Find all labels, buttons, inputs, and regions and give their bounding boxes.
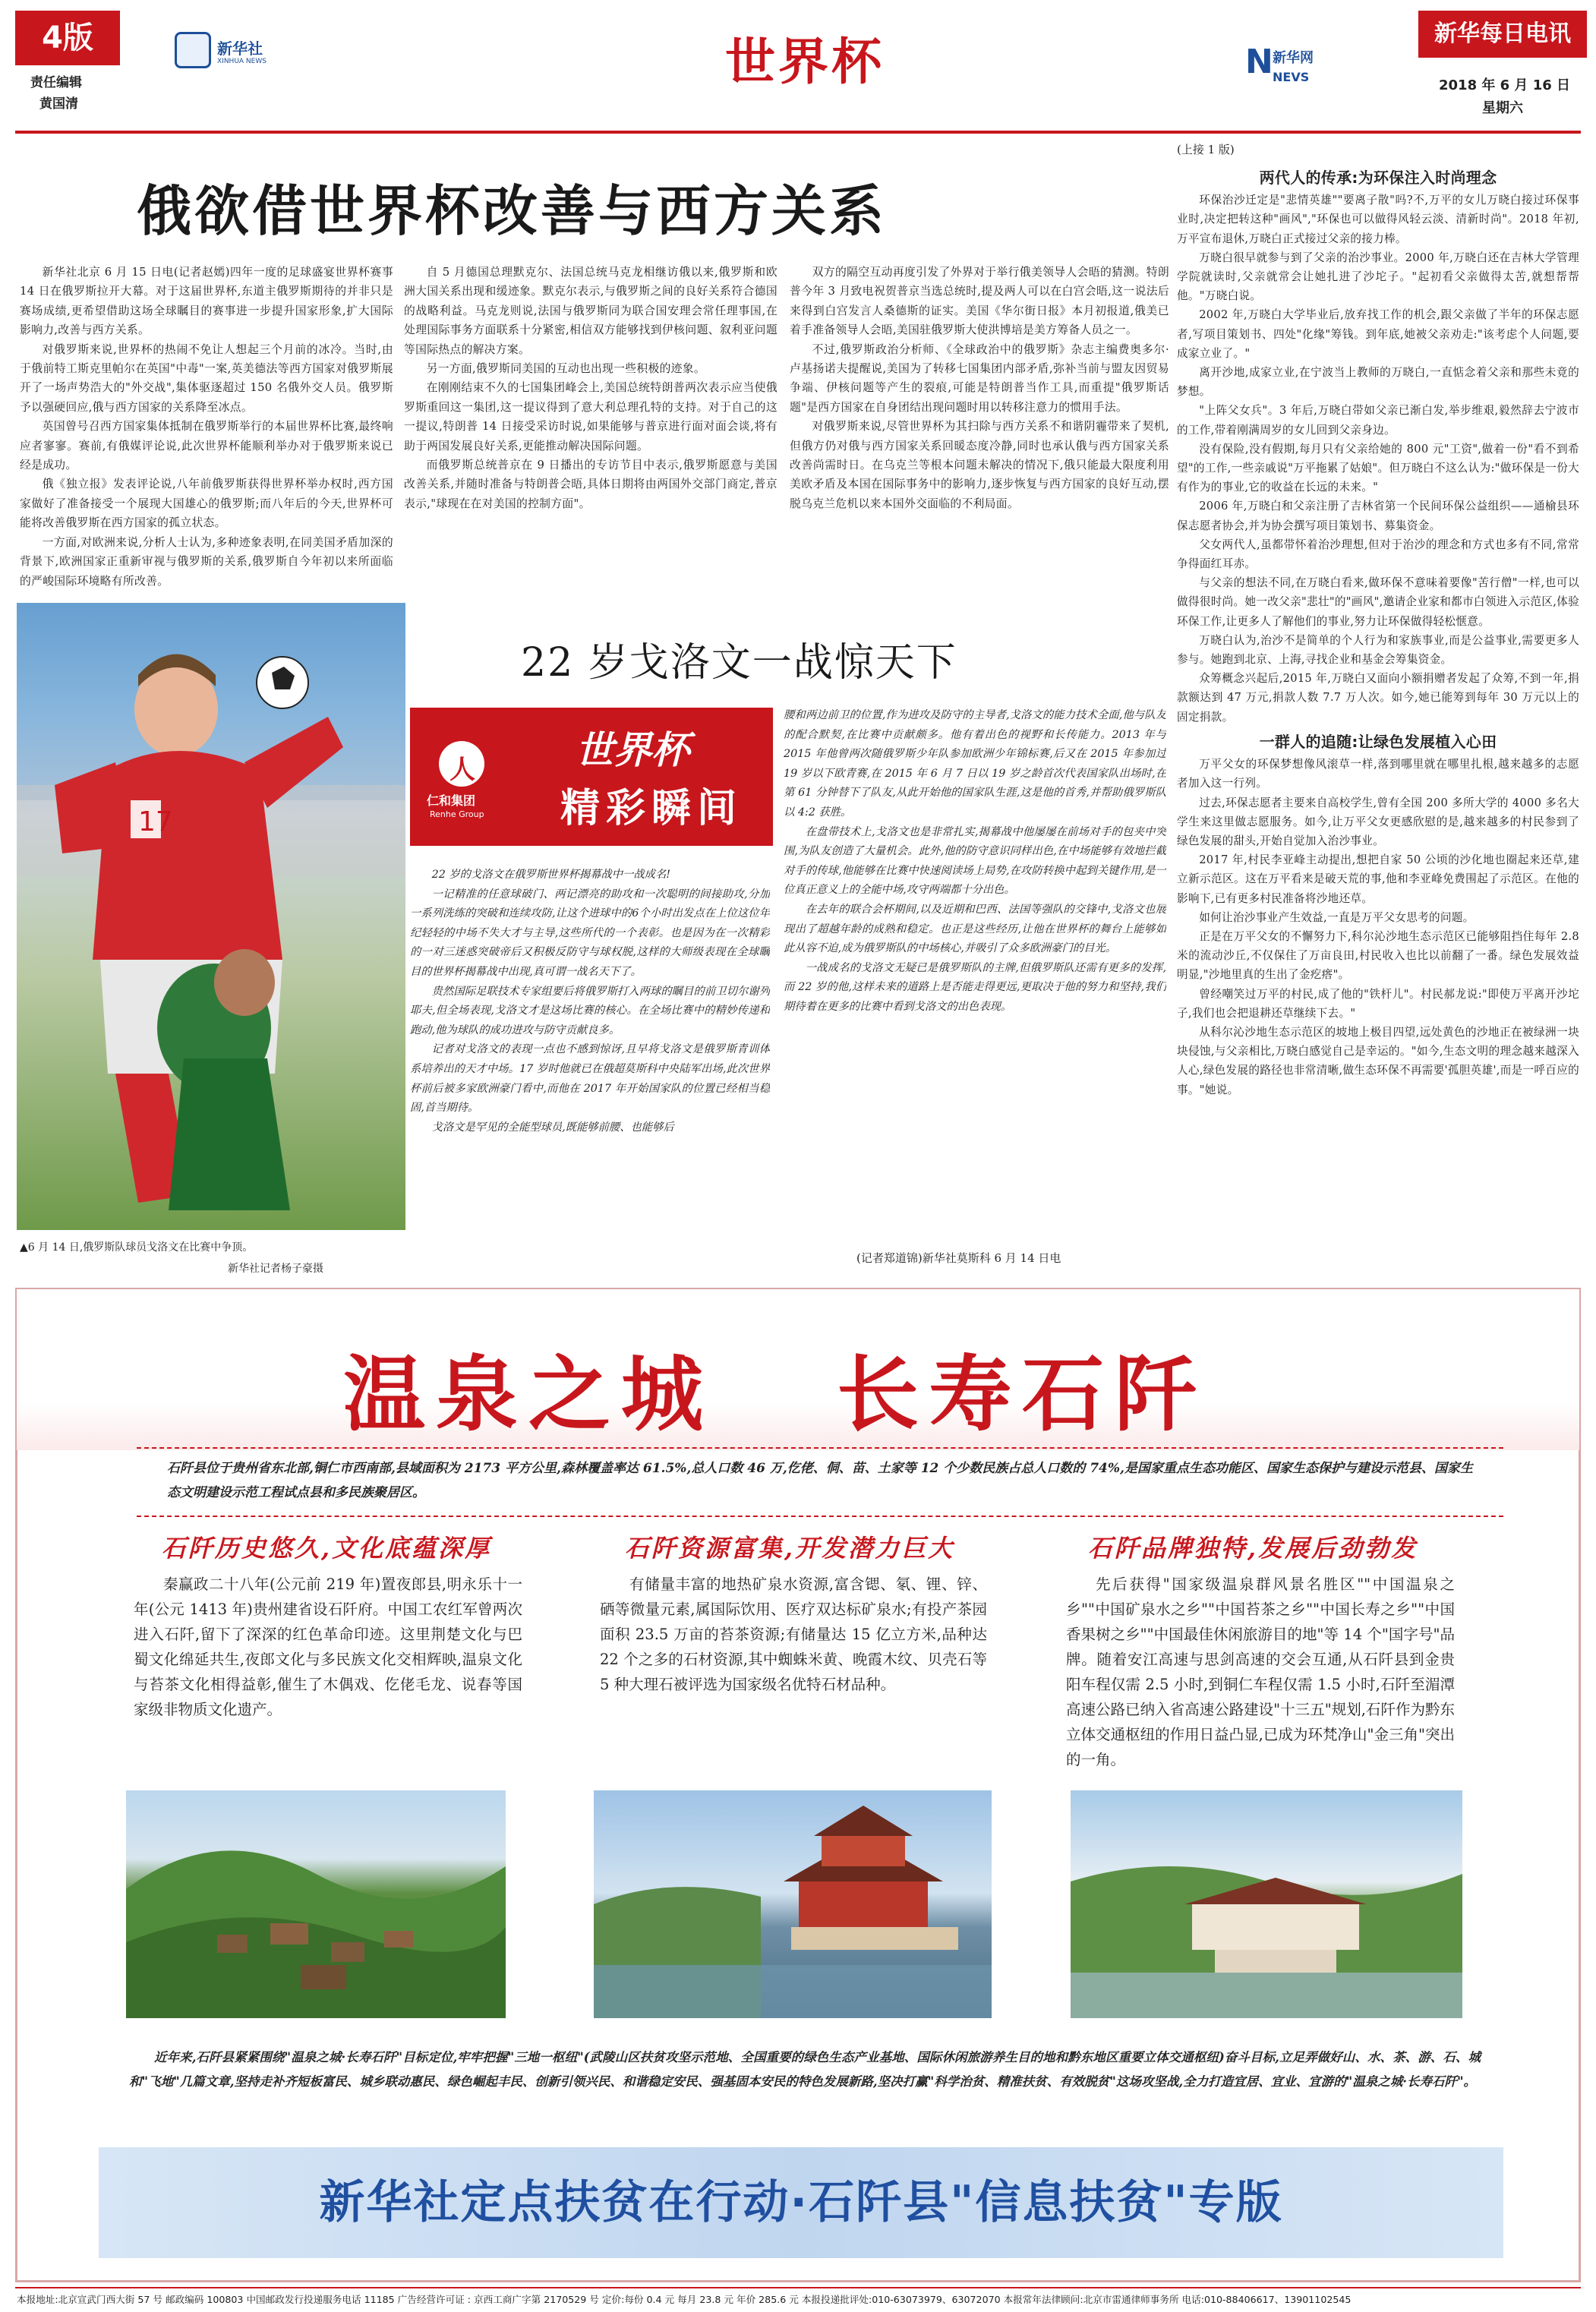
article1-p10: 双方的隔空互动再度引发了外界对于举行俄美领导人会晤的猜测。特朗普今年 3 月致电祝贺普京当选总统时,提及两人可以在白宫会晤,这一说法后来得到白宫发言人桑德斯的证实。美国《华尔街日报》本月初报道,俄美已着手准备领导人会晤,美国驻俄罗斯大使洪博培是美方筹备人员之一。 (790, 266, 1169, 337)
article2-c1p2: 一记精准的任意球破门、两记漂亮的助攻和一次聪明的间接助攻,分加一系列洗练的突破和连续攻防,让这个进球中的6个小时出发点在上位这位年纪轻轻的中场不失大才与主导,这些所代的一个表彰。也是因为在一次精彩的一对三迷惑突破帝后又积极反防守与球权脱,这样的大师级表现在全球瞩目的世界杯揭幕战中出现,真可谓一战名天下了。 (410, 888, 770, 978)
ad-intro: 石阡县位于贵州省东北部,铜仁市西南部,县域面积为 2173 平方公里,森林覆盖率达 61.5%,总人口数 46 万,仡佬、侗、苗、土家等 12 个少数民族占总人口数的 74%,是国家重点生态功能区、国家生态保护与建设示范县、国家生态文明建设示范工程试点县和多民族聚居区。 (167, 1461, 1473, 1500)
article3-p10: 万晓白认为,治沙不是简单的个人行为和家族事业,而是公益事业,需要更多人参与。她跑到北京、上海,寻找企业和基金会筹集资金。 (1177, 633, 1579, 667)
ad-photo-village-art (126, 1790, 506, 2018)
article2-title: 22 岁戈洛文一战惊天下 (521, 640, 957, 686)
article3-p12: 万平父女的环保梦想像风滚草一样,落到哪里就在哪里扎根,越来越多的志愿者加入这一行列。 (1177, 758, 1579, 790)
page-number: 4版 (42, 21, 93, 55)
article3-column (1177, 169, 1579, 1274)
article3-sub1: 两代人的传承:为环保注入时尚理念 (1259, 169, 1497, 187)
ad-photo-river-town (1071, 1790, 1462, 2018)
article3-sub2: 一群人的追随:让绿色发展植入心田 (1259, 732, 1497, 751)
header-rule (15, 131, 1581, 134)
article1-col1 (20, 263, 393, 591)
article3-p14: 2017 年,村民李亚峰主动提出,想把自家 50 公顷的沙化地也圈起来还草,建立新示范区。这在万平看来是破天荒的事,他和李亚峰免费围起了示范区。在他的影响下,已有更多村民准备将沙地还草。 (1177, 853, 1579, 905)
ad-title-box (17, 1289, 1579, 1450)
xinhua-logo-en: XINHUA NEWS (217, 58, 267, 65)
ad-col3-text (1066, 1572, 1455, 1769)
ad-col2-para: 有储量丰富的地热矿泉水资源,富含锶、氡、锂、锌、硒等微量元素,属国际饮用、医疗双达标矿泉水;有投产茶园面积 23.5 万亩的苔茶资源;有储量达 15 亿立方米,品种达 22 个之多的石材资源,其中蜘蛛米黄、晚霞木纹、贝壳石等 5 种大理石被评选为国家级名优特石材品种。 (600, 1576, 987, 1693)
ad-col3-para: 先后获得"国家级温泉群风景名胜区""中国温泉之乡""中国矿泉水之乡""中国苔茶之乡""中国长寿之乡""中国香果树之乡""中国最佳休闲旅游目的地"等 14 个"国字号"品牌。随着安江高速与思剑高速的交会互通,从石阡县到金贵阳车程仅需 2.5 小时,到铜仁车程仅需 1.5 小时,石阡至湄潭高速公路已纳入省高速公路建设"十三五"规划,石阡作为黔东立体交通枢纽的作用日益凸显,已成为环梵净山"金三角"突出的一角。 (1066, 1576, 1455, 1768)
newspaper-name-box (1418, 11, 1587, 58)
article2-c1p3: 贵然国际足联技术专家组要后将俄罗斯打入两球的瞩目的前卫切尔谢列耶夫,但全场表现,戈洛文才是这场比赛的核心。在全场比赛中的精妙传递和跑动,他为球队的成功进攻与防守贡献良多。 (410, 985, 770, 1036)
article1-p6: 自 5 月德国总理默克尔、法国总统马克龙相继访俄以来,俄罗斯和欧洲大国关系出现和缓迹象。默克尔表示,与俄罗斯之间的良好关系符合德国的战略利益。马克龙则说,法国与俄罗斯同为联合国安理会常任理事国,在处理国际事务方面联系十分紧密,相信双方能够找到伊核问题、叙利亚问题等国际热点的解决方案。 (404, 266, 777, 356)
article3-p9: 与父亲的想法不同,在万晓白看来,做环保不意味着要像"苦行僧"一样,也可以做得很时尚。她一改父亲"悲壮"的"画风",邀请企业家和都市白领进入示范区,体验环保工作,让更多人了解他们的事业,努力让环保做得轻松惬意。 (1177, 576, 1579, 628)
photo-caption: ▲6 月 14 日,俄罗斯队球员戈洛文在比赛中争顶。 (20, 1241, 254, 1254)
ad-photo-village (126, 1790, 506, 2018)
article1-p2: 对俄罗斯来说,世界杯的热闹不免让人想起三个月前的冰冷。当时,由于俄前特工斯克里帕尔在英国"中毒"一案,英美德法等西方国家对俄罗斯展开了一场声势浩大的"外交战",集体驱逐超过 150 名俄外交人员。俄罗斯予以强硬回应,俄与西方国家的关系降至冰点。 (20, 342, 393, 414)
article1-p11: 不过,俄罗斯政治分析师、《全球政治中的俄罗斯》杂志主编费奥多尔·卢基扬诺夫提醒说,美国为了转移七国集团内部矛盾,弥补当前与盟友因贸易争端、伊核问题等产生的裂痕,可能是特朗普当作工具,而重提"俄罗斯话题"是西方国家在自身团结出现问题时用以转移注意力的惯用手法。 (790, 342, 1169, 414)
footer-text: 本报地址:北京宣武门西大街 57 号 邮政编码 100803 中国邮政发行投递服务电话 11185 广告经营许可证 : 京西工商广字第 2170529 号 定价:每份 0.4 元 每月 23.8 元 年价 285.6 元 本报投递批评处:010-63073979、63072070 本报常年法律顾问:北京市雷通律师事务所 电话:010-88406617、13901102545 (17, 2294, 1352, 2305)
ad-banner (99, 2147, 1503, 2258)
banner-brand-en: Renhe Group (430, 809, 484, 819)
article2-c2p3: 在去年的联合会杯期间,以及近期和巴西、法国等强队的交锋中,戈洛文也展现出了超越年龄的成熟和稳定。也正是这些经历,让他在世界杯的舞台上能够如此从容不迫,成为俄罗斯队的中场核心,并吸引了众多欧洲豪门的目光。 (784, 903, 1166, 955)
article1-p7: 另一方面,俄罗斯同美国的互动也出现一些积极的迹象。 (426, 362, 705, 376)
article3-p8: 父女两代人,虽都带怀着治沙理想,但对于治沙的理念和方式也多有不同,常常争得面红耳赤。 (1177, 538, 1579, 571)
newspaper-name: 新华每日电讯 (1434, 21, 1571, 47)
article3-p1: 环保治沙迁定是"悲情英雄""要离子散"吗?不,万平的女儿万晓白接过环保事业时,决定把转这种"画风","环保也可以做得风轻云淡、清新时尚"。2018 年初,万平宣布退休,万晓白正式接过父亲的接力棒。 (1177, 194, 1579, 245)
article2-c2p1: 腰和两边前卫的位置,作为进攻及防守的主导者,戈洛文的能力技术全面,他与队友的配合默契,在比赛中贡献颇多。他有着出色的视野和长传能力。2013 年与 2015 年他曾两次随俄罗斯少年队参加欧洲少年锦标赛,后又在 2015 年参加过 19 岁以下欧青赛,在 2015 年 6 月 7 日以 19 岁之龄首次代表国家队出场时,在第 61 分钟替下了队友,从此开始他的国家队生涯,这是他的首秀,并帮助俄罗斯队以 4:2 获胜。 (784, 709, 1166, 819)
news-logo: N 新华网 NEVS (1245, 43, 1314, 84)
page-number-box (15, 11, 120, 65)
article2-c1p1: 22 岁的戈洛文在俄罗斯世界杯揭幕战中一战成名! (431, 869, 671, 881)
ad-col1-text (134, 1572, 522, 1724)
banner-brand: 仁和集团 (427, 793, 476, 808)
footer-rule (15, 2287, 1581, 2288)
football-photo-art (17, 603, 405, 1230)
ad-photo-pagoda-art (594, 1790, 992, 2018)
ad-intro-box (137, 1447, 1503, 1517)
editor-label: 责任编辑 (30, 75, 82, 90)
svg-text:17: 17 (138, 806, 173, 837)
article3-p2: 万晓白很早就参与到了父亲的治沙事业。2000 年,万晓白还在吉林大学管理学院就读时,父亲就常会让她扎进了沙坨子。"起初看父亲做得太苦,就想帮帮他。"万晓白说。 (1177, 251, 1579, 303)
ad-photo-pagoda (594, 1790, 992, 2018)
article3-p4: 离开沙地,成家立业,在宁波当上教师的万晓白,一直惦念着父亲和那些未竟的梦想。 (1177, 366, 1579, 399)
article2-col1 (410, 866, 770, 1268)
ad-col2-text (600, 1572, 987, 1724)
ad-title-b: 长寿石阡 (837, 1347, 1208, 1443)
article1-col2 (404, 263, 777, 591)
ad-col1-title: 石阡历史悠久,文化底蕴深厚 (161, 1534, 492, 1563)
ad-bottom-text: 近年来,石阡县紧紧围绕"温泉之城·长寿石阡"目标定位,牢牢把握"三地一枢纽"(武陵山区扶贫攻坚示范地、全国重要的绿色生态产业基地、国际休闲旅游养生目的地和黔东地区重要立体交通枢纽)奋斗目标,立足弄做好山、水、茶、游、石、城和"飞地"几篇文章,坚持走补齐短板富民、城乡联动惠民、绿色崛起丰民、创新引领兴民、和谐稳定安民、强基固本安民的特色发展新路,坚决打赢"科学治贫、精准扶贫、有效脱贫"这场攻坚战,全力打造宜居、宜业、宜游的"温泉之城·长寿石阡"。 (129, 2050, 1481, 2089)
article3-p13: 过去,环保志愿者主要来自高校学生,曾有全国 200 多所大学的 4000 多名大学生来这里做志愿服务。如今,让万平父女更感欣慰的是,越来越多的村民参到了绿色发展的甜头,开始自觉加入治沙事业。 (1177, 796, 1579, 847)
article2-c2p2: 在盘带技术上,戈洛文也是非常扎实,揭幕战中他屡屡在前场对手的包夹中突围,为队友创造了大量机会。此外,他的防守意识同样出色,在中场能够有效地拦截对手的传球,他能够在比赛中快速阅读场上局势,在攻防转换中起到关键作用,是一位真正意义上的全能中场,攻守两端都十分出色。 (784, 825, 1166, 897)
issue-weekday: 星期六 (1482, 100, 1523, 116)
article3-p11: 众筹概念兴起后,2015 年,万晓白又面向小额捐赠者发起了众筹,不到一年,捐款额达到 47 万元,捐款人数 7.7 万人次。如今,她已能筹到每年 30 万元以上的固定捐款。 (1177, 672, 1579, 724)
article1-p4: 俄《独立报》发表评论说,八年前俄罗斯获得世界杯举办权时,西方国家做好了准备接受一个展现大国雄心的俄罗斯;而八年后的今天,世界杯可能将改善俄罗斯在西方国家的孤立状态。 (20, 478, 393, 530)
ad-col2-title: 石阡资源富集,开发潜力巨大 (624, 1534, 955, 1563)
article3-p3: 2002 年,万晓白大学毕业后,放弃找工作的机会,跟父亲做了半年的环保志愿者,写项目策划书、四处"化缘"筹钱。到年底,她被父亲劝走:"该考虑个人问题,要成家立业了。" (1177, 308, 1579, 360)
ad-col1-para: 秦赢政二十八年(公元前 219 年)置夜郎县,明永乐十一年(公元 1413 年)贵州建省设石阡府。中国工农红军曾两次进入石阡,留下了深深的红色革命印迹。这里荆楚文化与巴蜀文化绵延共生,夜郎文化与多民族文化交相辉映,温泉文化与苔茶文化相得益彰,催生了木偶戏、仡佬毛龙、说春等国家级非物质文化遗产。 (134, 1576, 522, 1718)
article1-p9: 而俄罗斯总统普京在 9 日播出的专访节目中表示,俄罗斯愿意与美国改善关系,并随时准备与特朗普会晤,具体日期将由两国外交部门商定,普京表示,"球现在在对美国的控制方面"。 (404, 459, 777, 510)
article1-p3: 英国曾号召西方国家集体抵制在俄罗斯举行的本届世界杯比赛,最终响应者寥寥。赛前,有俄媒评论说,此次世界杯能顺利举办对于俄罗斯来说已经是成功。 (20, 420, 393, 472)
ad-title-a: 温泉之城 (343, 1347, 714, 1443)
article1-p5: 一方面,对欧洲来说,分析人士认为,多种迹象表明,在同美国矛盾加深的背景下,欧洲国家正重新审视与俄罗斯的关系,俄罗斯自今年初以来所面临的严峻国际环境略有所改善。 (20, 535, 393, 588)
article3-p17: 曾经嘲笑过万平的村民,成了他的"铁杆儿"。村民郝龙说:"即使万平离开沙坨子,我们也会把退耕还草继续下去。" (1177, 987, 1579, 1020)
ad-banner-text: 新华社定点扶贫在行动·石阡县"信息扶贫"专版 (319, 2176, 1283, 2229)
worldcup-banner (410, 708, 773, 846)
article2-c1p4: 记者对戈洛文的表现一点也不感到惊讶,且早将戈洛文是俄罗斯青训体系培养出的天才中场。17 岁时他就已在俄超莫斯科中央陆军出场,此次世界杯前后被多家欧洲豪门看中,而他在 2017 年开始国家队的位置已经相当稳固,首当期待。 (410, 1043, 770, 1115)
ad-col3-title: 石阡品牌独特,发展后劲勃发 (1087, 1534, 1418, 1563)
article2-byline: (记者郑道锦)新华社莫斯科 6 月 14 日电 (856, 1251, 1061, 1265)
article2-c2p4: 一战成名的戈洛文无疑已是俄罗斯队的主牌,但俄罗斯队还需有更多的发挥,而 22 岁的他,这样未来的道路上是否能走得更远,更取决于他的努力和坚持,我们期待着在更多的比赛中看到戈洛文的出色表现。 (784, 961, 1166, 1013)
article1-p12: 对俄罗斯来说,尽管世界杯为其扫除与西方关系不和谐阴霾带来了契机,但俄方仍对俄与西方国家关系回暖态度冷静,同时也承认俄与西方国家关系改善尚需时日。在乌克兰等根本问题未解决的情况下,俄只能最大限度利用美欧矛盾及本国在国际事务中的影响力,逐步恢复与西方国家的良好互动,摆脱乌克兰危机以来本国外交面临的不利局面。 (790, 420, 1169, 510)
article3-p18: 从科尔沁沙地生态示范区的坡地上极目四望,远处黄色的沙地正在被绿洲一块块侵蚀,与父亲相比,万晓白感觉自己是幸运的。"如今,生态文明的理念越来越深入人心,绿色发展的路径也非常清晰,做生态环保不再需要'孤胆英雄',而是一呼百应的事。"她说。 (1177, 1025, 1579, 1096)
issue-date: 2018 年 6 月 16 日 (1439, 77, 1571, 93)
photo-credit: 新华社记者杨子豪摄 (228, 1263, 323, 1275)
xinhua-logo (175, 30, 281, 76)
editor-name: 黄国清 (39, 96, 78, 112)
article1-p1: 新华社北京 6 月 15 日电(记者赵嫣)四年一度的足球盛宴世界杯赛事 14 日在俄罗斯拉开大幕。对于这届世界杯,东道主俄罗斯期待的并非只是赛场成绩,更希望借助这场全球瞩目的赛事进一步提升国家形象,扩大国际影响力,改善与西方关系。 (20, 266, 393, 337)
article3-p15: 如何让治沙事业产生效益,一直是万平父女思考的问题。 (1199, 910, 1475, 924)
article1-col3 (790, 263, 1169, 591)
football-photo (17, 603, 405, 1230)
article3-p16: 正是在万平父女的不懈努力下,科尔沁沙地生态示范区已能够阻挡住每年 2.8 米的流动沙丘,不仅保住了万亩良田,村民收入也比以前翻了一番。绿色发展效益明显,"沙地里真的生出了金疙瘩"。 (1177, 929, 1579, 982)
ad-photo-river-town-art (1071, 1790, 1462, 2018)
renhe-logo-glyph: 人 (449, 755, 475, 785)
article2-c1p5: 戈洛文是罕见的全能型球员,既能够前腰、也能够后 (431, 1121, 674, 1134)
article1-title: 俄欲借世界杯改善与西方关系 (137, 179, 888, 243)
banner-line1: 世界杯 (576, 728, 689, 772)
continued-note: (上接 1 版) (1177, 143, 1235, 156)
xinhua-logo-text: 新华社 (217, 39, 263, 58)
news-logo-text: 新华网 (1273, 50, 1314, 66)
article2-col2 (784, 706, 1166, 1245)
article3-p7: 2006 年,万晓白和父亲注册了吉林省第一个民间环保公益组织——通榆县环保志愿者协会,并为协会撰写项目策划书、募集资金。 (1177, 500, 1579, 532)
news-logo-en: NEVS (1273, 70, 1310, 84)
article3-p6: 没有保险,没有假期,每月只有父亲给她的 800 元"工资",做着一份"看不到希望"的工作,一些亲戚说"万平拖累了姑娘"。但万晓白不这么认为:"做环保是一份大有作为的事业,它的收益在长远的未来。" (1177, 442, 1579, 494)
section-title: 世界杯 (725, 32, 885, 91)
banner-line2: 精彩瞬间 (560, 785, 743, 831)
article3-p5: "上阵父女兵"。3 年后,万晓白带如父亲已渐白发,举步维艰,毅然辞去宁波市的工作,带着刚满周岁的女儿回到父亲身边。 (1177, 404, 1579, 437)
article1-p8: 在刚刚结束不久的七国集团峰会上,美国总统特朗普两次表示应当使俄罗斯重回这一集团,这一提议得到了意大利总理孔特的支持。对于自己的这一提议,特朗普 14 日接受采访时说,如果能够与普京进行面对面会谈,将有助于两国发展良好关系,更能推动解决国际问题。 (404, 381, 777, 453)
